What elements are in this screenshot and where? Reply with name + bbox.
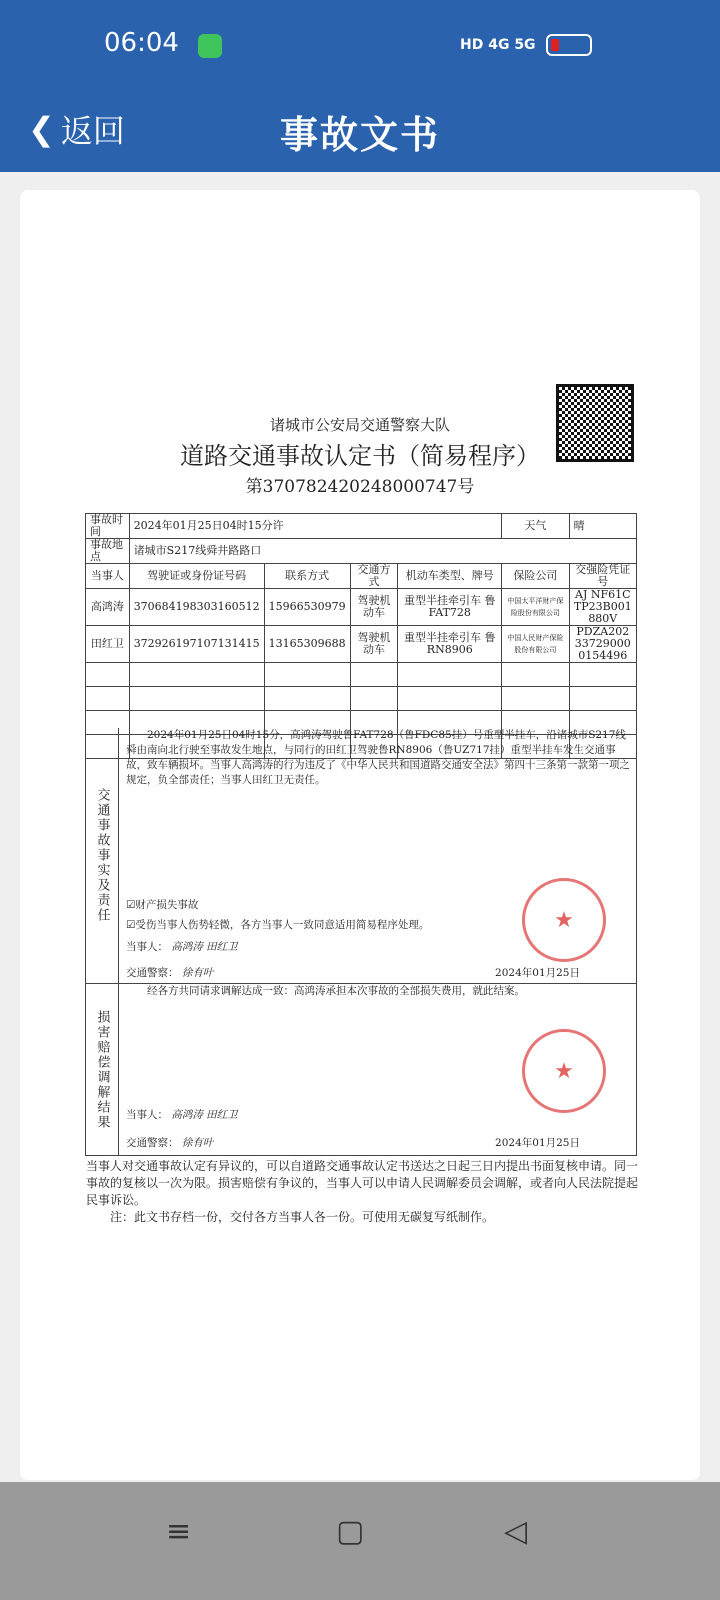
cell: 高鸿涛 <box>86 589 130 626</box>
date: 2024年01月25日 <box>495 1137 580 1149</box>
page-title: 事故文书 <box>279 113 440 157</box>
cell: 中国太平洋财产保险股份有限公司 <box>502 589 569 626</box>
chevron-left-icon: ❮ <box>28 110 55 148</box>
table-header <box>86 564 637 589</box>
party-signatures: 高鸿涛 田红卫 <box>171 1109 238 1121</box>
facts-section <box>85 728 637 984</box>
cell: 田红卫 <box>86 626 130 663</box>
cell: 370684198303160512 <box>129 589 264 626</box>
cell: 372926197107131415 <box>129 626 264 663</box>
compensation-section <box>85 984 637 1156</box>
weather-value: 晴 <box>569 514 636 539</box>
col-header: 机动车类型、牌号 <box>398 564 502 589</box>
empty-row <box>86 687 637 711</box>
table-row <box>86 589 637 626</box>
cell: AJ NF61CTP23B001880V <box>569 589 636 626</box>
col-header: 交强险凭证号 <box>569 564 636 589</box>
accident-table <box>85 513 637 759</box>
back-label: 返回 <box>60 112 125 150</box>
col-header: 驾驶证或身份证号码 <box>129 564 264 589</box>
police-signature-line <box>126 1136 630 1151</box>
col-header: 保险公司 <box>502 564 569 589</box>
menu-icon[interactable]: ≡ <box>166 1514 192 1549</box>
place-label: 事故地点 <box>86 539 130 564</box>
official-stamp: ★ <box>522 878 606 962</box>
document-number: 第370782420248000747号 <box>245 477 475 497</box>
cell: 15966530979 <box>264 589 350 626</box>
clock: 06:04 <box>104 28 179 58</box>
cell: 中国人民财产保险股份有限公司 <box>502 626 569 663</box>
appeal-notice: 当事人对交通事故认定有异议的，可以自道路交通事故认定书送达之日起三日内提出书面复核申请。同一事故的复核以一次为限。损害赔偿有争议的，当事人可以申请人民调解委员会调解，或者向人民法院提起民事诉讼。 <box>86 1159 639 1207</box>
official-stamp: ★ <box>522 1029 606 1113</box>
police-signature: 徐有叶 <box>181 967 214 979</box>
issuing-org: 诸城市公安局交通警察大队 <box>269 416 450 434</box>
cell: 驾驶机动车 <box>350 626 398 663</box>
network-icons: HD 4G 5G <box>460 37 536 53</box>
party-signatures: 高鸿涛 田红卫 <box>171 941 238 953</box>
back-icon[interactable]: ◁ <box>504 1514 528 1549</box>
facts-label: 交通事故事实及责任 <box>86 728 119 983</box>
police-label: 交通警察： <box>126 1137 179 1149</box>
col-header: 当事人 <box>86 564 130 589</box>
document-title: 道路交通事故认定书（简易程序） <box>180 442 540 470</box>
facts-text: 2024年01月25日04时15分，高鸿涛驾驶鲁FAT728（鲁FDC85挂）号重型半挂车，沿诸城市S217线舜由南向北行驶至事故发生地点，与同行的田红卫驾驶鲁RN8906（鲁UZ717挂）重型半挂车发生交通事故，致车辆损坏。当事人高鸿涛的行为违反了《中华人民共和国道路交通安全法》第四十三条第一款第一项之规定，负全部责任；当事人田红卫无责任。 <box>126 729 630 786</box>
col-header: 联系方式 <box>264 564 350 589</box>
police-signature: 徐有叶 <box>181 1137 214 1149</box>
archive-note: 注：此文书存档一份，交付各方当事人各一份。可使用无碳复写纸制作。 <box>110 1210 495 1224</box>
table-row <box>86 626 637 663</box>
col-header: 交通方式 <box>350 564 398 589</box>
party-label: 当事人： <box>126 1109 168 1121</box>
navigation-bar <box>0 1482 720 1600</box>
home-icon[interactable]: ▢ <box>336 1514 365 1549</box>
document-footer <box>86 1158 642 1226</box>
time-value: 2024年01月25日04时15分许 <box>129 514 502 539</box>
cell: 重型半挂牵引车 鲁FAT728 <box>398 589 502 626</box>
cell: PDZA202337290000154496 <box>569 626 636 663</box>
cell: 13165309688 <box>264 626 350 663</box>
party-label: 当事人： <box>126 941 168 953</box>
empty-row <box>86 663 637 687</box>
cell: 重型半挂牵引车 鲁RN8906 <box>398 626 502 663</box>
compensation-text: 经各方共同请求调解达成一致：高鸿涛承担本次事故的全部损失费用，就此结案。 <box>147 985 525 997</box>
compensation-label: 损害赔偿调解结果 <box>86 984 119 1155</box>
time-label: 事故时间 <box>86 514 130 539</box>
date: 2024年01月25日 <box>495 967 580 979</box>
weather-label: 天气 <box>502 514 569 539</box>
police-signature-line <box>126 966 630 981</box>
police-label: 交通警察： <box>126 967 179 979</box>
place-value: 诸城市S217线舜井路路口 <box>129 539 636 564</box>
check-simple: ☑受伤当事人伤势轻微，各方当事人一致同意适用简易程序处理。 <box>126 919 430 931</box>
check-property: ☑财产损失事故 <box>126 899 199 911</box>
cell: 驾驶机动车 <box>350 589 398 626</box>
